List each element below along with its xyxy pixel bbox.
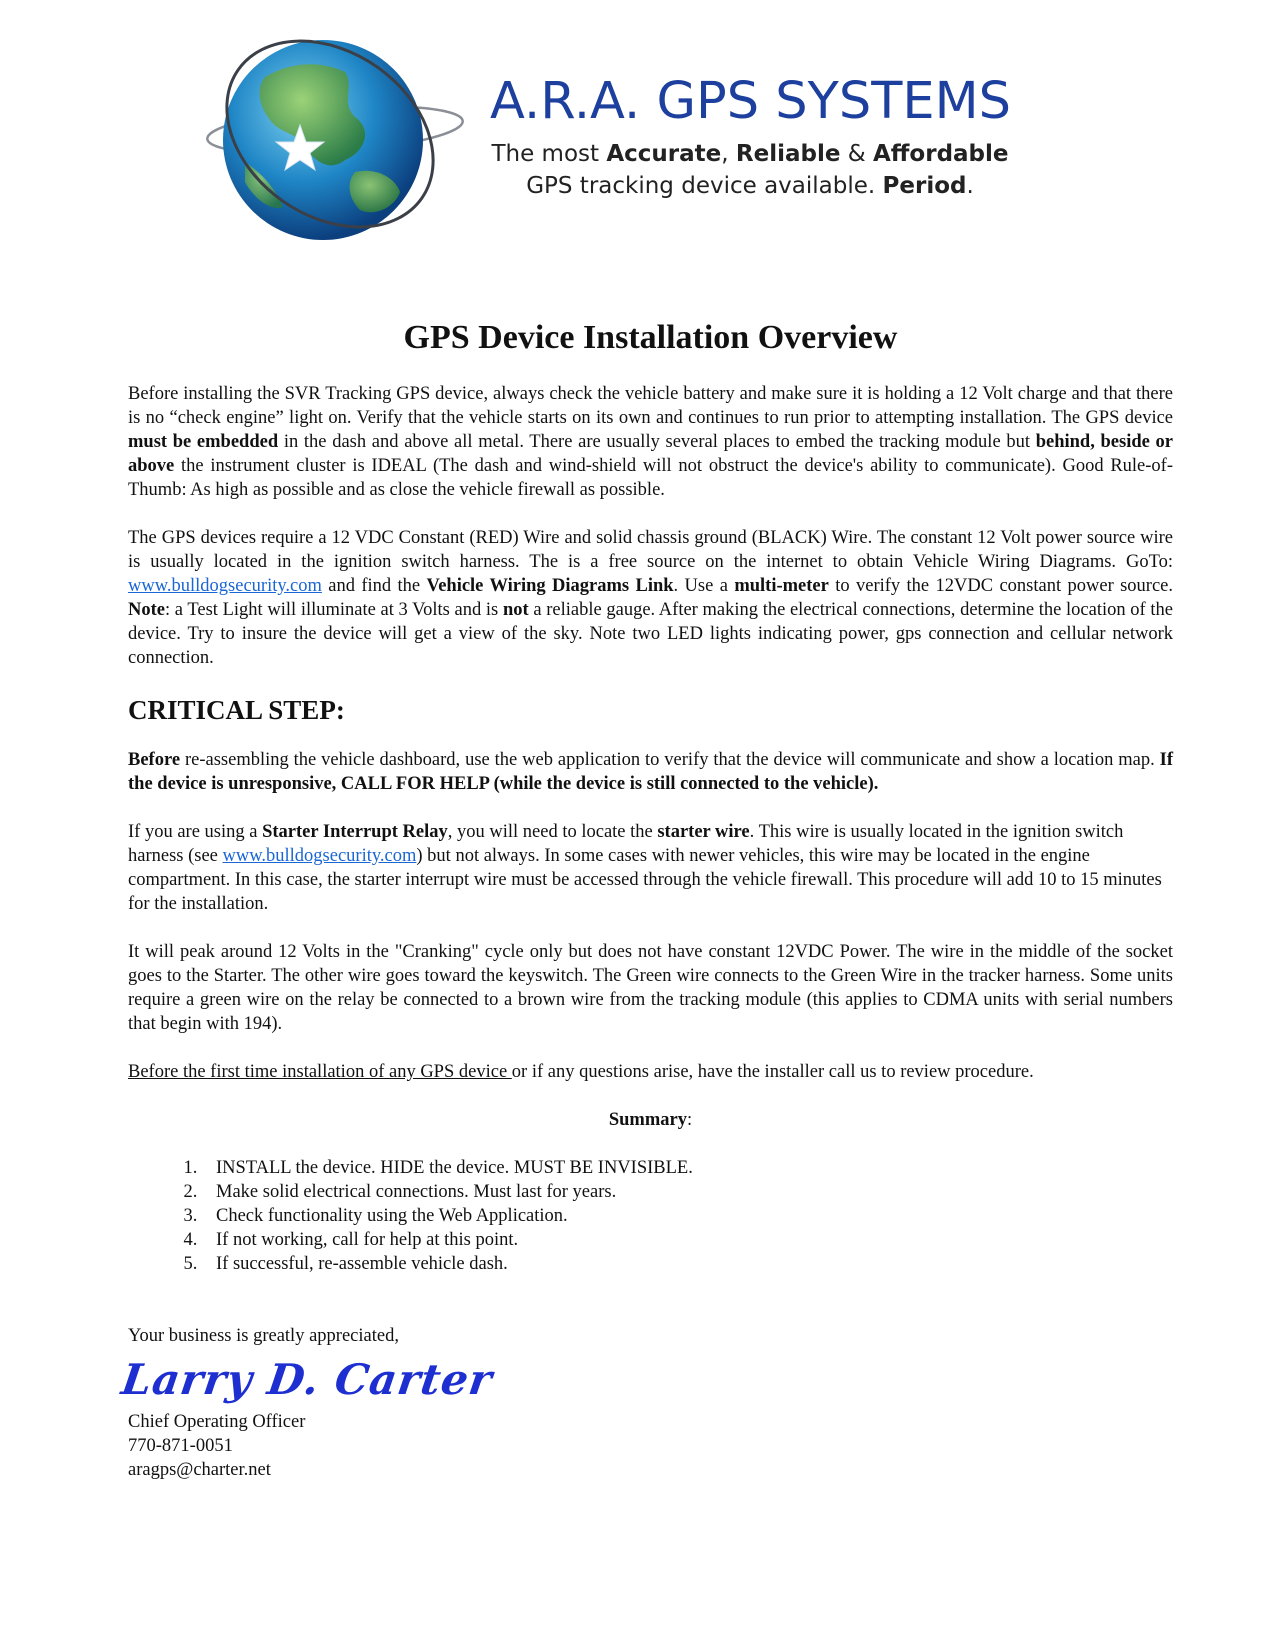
document-body <box>118 318 1174 1482</box>
tagline-text: GPS tracking device available. <box>526 173 883 199</box>
first-install-paragraph <box>128 1060 1173 1084</box>
brand-name: A.R.A. GPS SYSTEMS <box>490 72 1011 131</box>
bold-run: multi-meter <box>734 576 829 596</box>
globe-with-star-icon <box>205 22 475 252</box>
text-run: The GPS devices require a 12 VDC Constant (RED) Wire and solid chassis ground (BLACK) Wire. The constant 12 Volt power source wire is usually located in the ignition switch harness. The is a free source on the internet to obtain Vehicle Wiring Diagrams. GoTo: <box>128 528 1173 572</box>
text-run: Before installing the SVR Tracking GPS device, always check the vehicle battery and make sure it is holding a 12 Volt charge and that there is no “check engine” light on. Verify that the vehicle starts on its own and continues to run prior to attempting installation. The GPS device <box>128 384 1173 428</box>
tagline-text: & <box>840 141 873 167</box>
bold-run: If the device is unresponsive, CALL FOR HELP (while the device is still connected to the vehicle). <box>128 750 1173 794</box>
summary-heading <box>128 1108 1173 1132</box>
tagline-text: , <box>721 141 736 167</box>
page-title: GPS Device Installation Overview <box>403 319 898 356</box>
text-run: or if any questions arise, have the installer call us to review procedure. <box>511 1062 1034 1082</box>
summary-colon: : <box>686 1110 693 1130</box>
text-run: If you are using a <box>128 822 263 842</box>
contact-block <box>128 1410 1173 1482</box>
closing-line: Your business is greatly appreciated, <box>128 1326 399 1346</box>
intro-paragraph <box>128 382 1173 502</box>
list-item: 4. If not working, call for help at this point. <box>202 1228 1173 1252</box>
signature: Larry D. Carter <box>118 1355 496 1404</box>
text-run: , you will need to locate the <box>447 822 658 842</box>
tagline-bold: Affordable <box>873 141 1009 167</box>
tagline-text: . <box>966 173 974 199</box>
list-item: 1. INSTALL the device. HIDE the device. MUST BE INVISIBLE. <box>202 1156 1173 1180</box>
tagline-line-1 <box>490 138 1010 170</box>
text-run: the instrument cluster is IDEAL (The dash and wind-shield will not obstruct the device's ability to communicate). Good Rule-of-Thumb: As high as possible and as close the vehicle firewall as possible. <box>128 456 1173 500</box>
wiring-paragraph <box>128 526 1173 670</box>
contact-role: Chief Operating Officer <box>128 1412 306 1432</box>
text-run: ) but not always. In some cases with newer vehicles, this wire may be located in the engine compartment. In this case, the starter interrupt wire must be accessed through the vehicle firewall. This procedure will add 10 to 15 minutes for the installation. <box>128 846 1162 914</box>
summary-list <box>128 1156 1173 1276</box>
bold-run: behind, beside or above <box>128 432 1173 476</box>
summary-label: Summary <box>608 1110 687 1130</box>
tagline-text: The most <box>491 141 607 167</box>
text-run: : a Test Light will illuminate at 3 Volts and is <box>164 600 503 620</box>
contact-email: aragps@charter.net <box>128 1460 271 1480</box>
text-run: . This wire is usually located in the ignition switch harness (see <box>128 822 1124 866</box>
bulldogsecurity-link[interactable]: www.bulldogsecurity.com <box>222 846 417 866</box>
text-run: in the dash and above all metal. There are usually several places to embed the tracking module but <box>278 432 1036 452</box>
bold-run: Vehicle Wiring Diagrams Link <box>426 576 674 596</box>
underlined-run: Before the first time installation of any GPS device <box>128 1062 512 1082</box>
bold-run: not <box>502 600 529 620</box>
text-run: a reliable gauge. After making the electrical connections, determine the location of the device. Try to insure the device will get a view of the sky. Note two LED lights indicating power, gps connection and cellular network connection. <box>128 600 1173 668</box>
bold-run: Starter Interrupt Relay <box>262 822 448 842</box>
tagline-line-2 <box>490 170 1010 202</box>
bold-run: starter wire <box>657 822 750 842</box>
starter-relay-paragraph <box>128 820 1173 916</box>
bold-run: must be embedded <box>128 432 279 452</box>
brand-block <box>490 72 1010 202</box>
bold-run: Note <box>128 600 165 620</box>
text-run: to verify the 12VDC constant power source. <box>828 576 1174 596</box>
text-run: . Use a <box>673 576 735 596</box>
bold-run: Before <box>128 750 181 770</box>
critical-paragraph <box>128 748 1173 796</box>
tagline-bold: Reliable <box>735 141 841 167</box>
cranking-paragraph: It will peak around 12 Volts in the "Cranking" cycle only but does not have constant 12VDC Power. The wire in the middle of the socket goes to the Starter. The other wire goes toward the keyswitch. The Green wire connects to the Green Wire in the tracker harness. Some units require a green wire on the relay be connected to a brown wire from the tracking module (this applies to CDMA units with serial numbers that begin with 194). <box>128 942 1173 1034</box>
tagline-bold: Accurate <box>606 141 722 167</box>
tagline-bold: Period <box>882 173 967 199</box>
critical-step-heading: CRITICAL STEP: <box>128 695 345 725</box>
list-item: 2. Make solid electrical connections. Must last for years. <box>202 1180 1173 1204</box>
bulldogsecurity-link[interactable]: www.bulldogsecurity.com <box>128 576 322 596</box>
contact-phone: 770-871-0051 <box>128 1436 233 1456</box>
text-run: and find the <box>321 576 427 596</box>
list-item: 5. If successful, re-assemble vehicle dash. <box>202 1252 1173 1276</box>
list-item: 3. Check functionality using the Web Application. <box>202 1204 1173 1228</box>
text-run: re-assembling the vehicle dashboard, use the web application to verify that the device will communicate and show a location map. <box>180 750 1160 770</box>
letterhead <box>205 22 1011 252</box>
